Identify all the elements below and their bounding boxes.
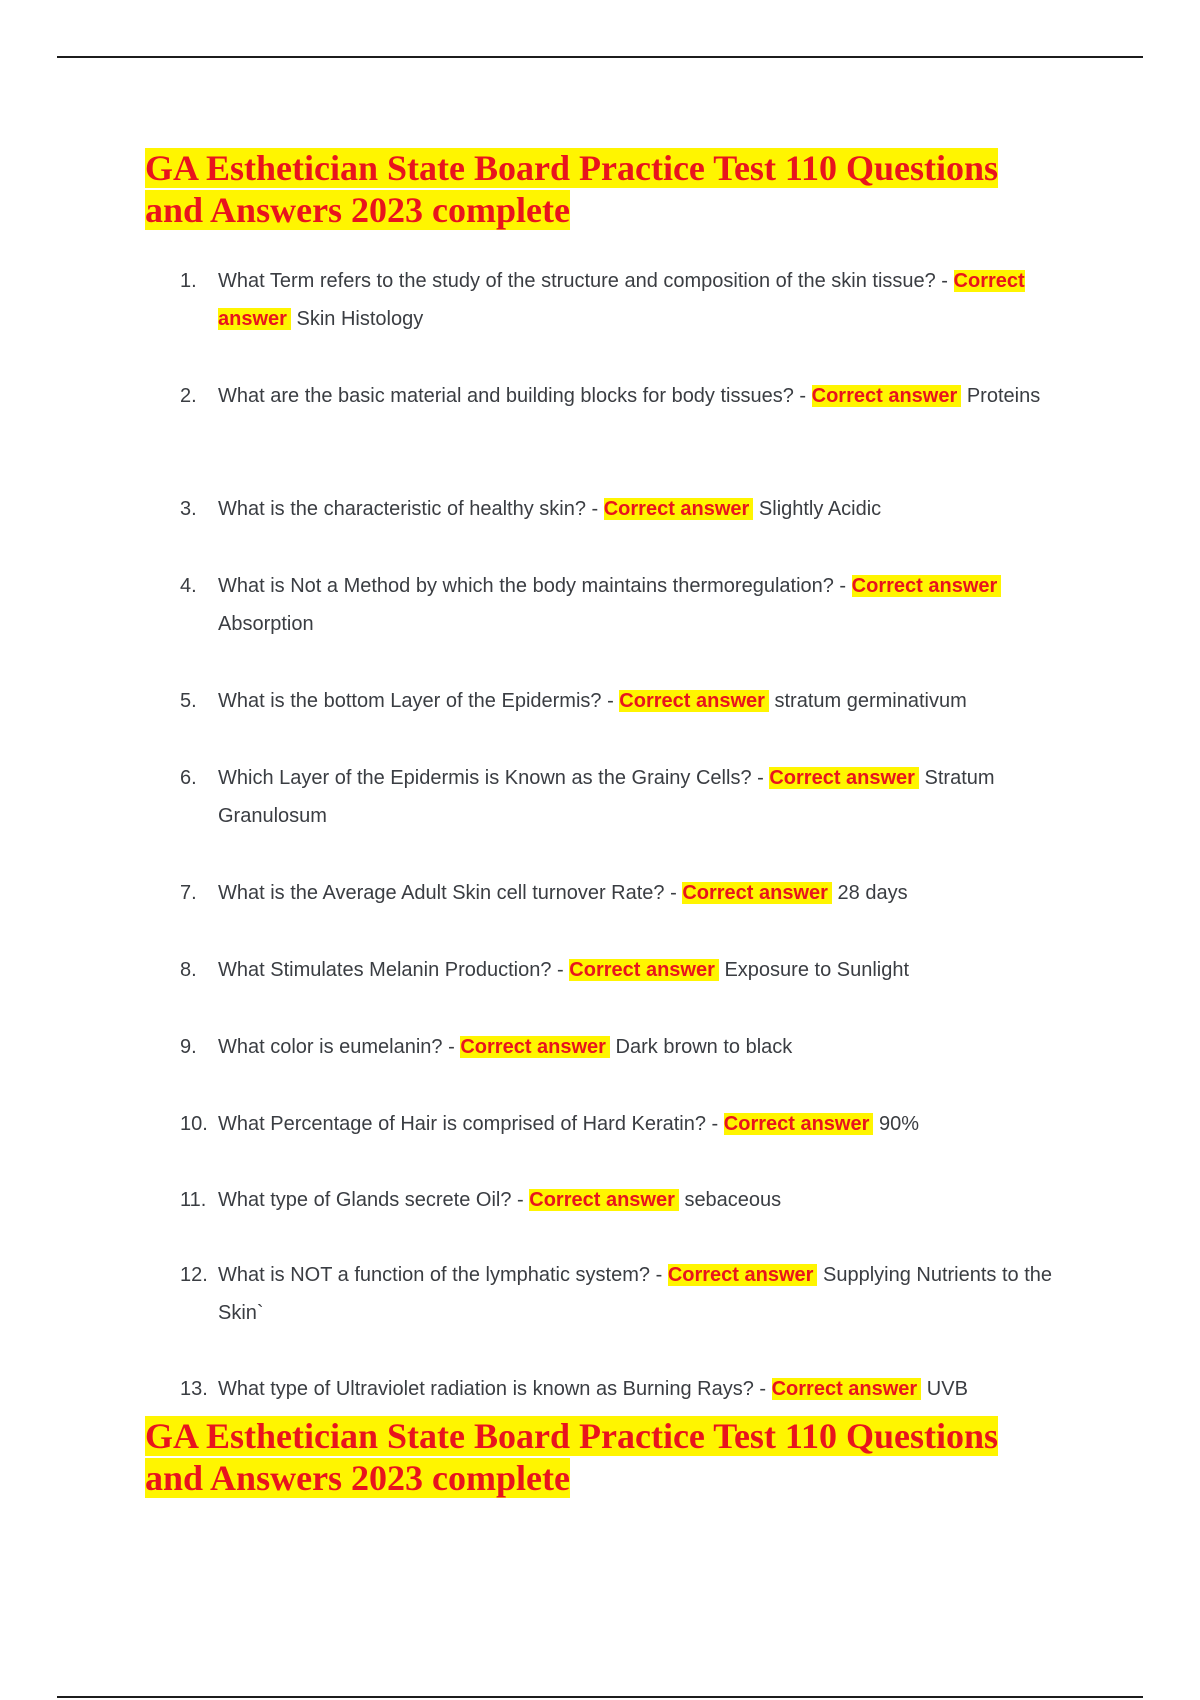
question-number: 1. [180, 270, 197, 292]
question-number: 7. [180, 882, 197, 904]
question-item-5 [180, 682, 1080, 720]
answer-text: Supplying Nutrients to the Skin` [218, 1264, 1053, 1324]
question-item-1 [180, 262, 1080, 338]
question-item-7 [180, 874, 1080, 912]
question-number: 8. [180, 959, 197, 981]
question-text: What is NOT a function of the lymphatic system? - [218, 1264, 663, 1286]
correct-answer-tag: Correct answer [812, 385, 962, 407]
question-item-9 [180, 1028, 1080, 1066]
correct-answer-tag: Correct answer [769, 767, 919, 789]
question-text: What are the basic material and building blocks for body tissues? - [218, 385, 807, 407]
question-text: What is the Average Adult Skin cell turnover Rate? - [218, 882, 677, 904]
correct-answer-tag: Correct answer [619, 690, 769, 712]
document-title [145, 147, 1085, 231]
title-line-2: and Answers 2023 complete [145, 1458, 570, 1498]
question-text: Which Layer of the Epidermis is Known as the Grainy Cells? - [218, 767, 764, 789]
question-item-11 [180, 1181, 1080, 1219]
correct-answer-tag: Correct answer [852, 575, 1002, 597]
answer-text: Absorption [218, 613, 314, 635]
question-number: 3. [180, 498, 197, 520]
correct-answer-tag: Correct answer [682, 882, 832, 904]
question-item-13 [180, 1370, 1080, 1408]
question-text: What type of Ultraviolet radiation is known as Burning Rays? - [218, 1378, 767, 1400]
question-number: 4. [180, 575, 197, 597]
answer-text: Skin Histology [296, 308, 424, 330]
answer-text: UVB [926, 1378, 968, 1400]
correct-answer-tag: Correct answer [218, 270, 1025, 330]
correct-answer-tag: Correct answer [724, 1113, 874, 1135]
question-number: 10. [180, 1113, 208, 1135]
question-text: What is the bottom Layer of the Epidermis? - [218, 690, 614, 712]
question-item-4 [180, 567, 1080, 643]
correct-answer-tag: Correct answer [668, 1264, 818, 1286]
correct-answer-tag: Correct answer [460, 1036, 610, 1058]
question-item-3 [180, 490, 1080, 528]
question-number: 5. [180, 690, 197, 712]
question-text: What Stimulates Melanin Production? - [218, 959, 564, 981]
answer-text: 28 days [837, 882, 908, 904]
answer-text: Exposure to Sunlight [724, 959, 910, 981]
answer-text: 90% [878, 1113, 919, 1135]
title-line-1: GA Esthetician State Board Practice Test 110 Questions [145, 148, 998, 188]
question-text: What Term refers to the study of the structure and composition of the skin tissue? - [218, 270, 948, 292]
question-number: 6. [180, 767, 197, 789]
answer-text: Slightly Acidic [758, 498, 882, 520]
question-item-8 [180, 951, 1080, 989]
bottom-rule [57, 1696, 1143, 1698]
answer-text: Stratum Granulosum [218, 767, 995, 827]
correct-answer-tag: Correct answer [604, 498, 754, 520]
title-line-1: GA Esthetician State Board Practice Test 110 Questions [145, 1416, 998, 1456]
answer-text: sebaceous [684, 1189, 782, 1211]
answer-text: stratum germinativum [774, 690, 967, 712]
correct-answer-tag: Correct answer [529, 1189, 679, 1211]
document-title-repeat [145, 1415, 1085, 1499]
question-item-10 [180, 1105, 1080, 1143]
question-text: What type of Glands secrete Oil? - [218, 1189, 524, 1211]
answer-text: Dark brown to black [615, 1036, 793, 1058]
question-number: 13. [180, 1378, 208, 1400]
answer-text: Proteins [966, 385, 1041, 407]
correct-answer-tag: Correct answer [569, 959, 719, 981]
question-number: 11. [180, 1189, 207, 1211]
question-number: 9. [180, 1036, 197, 1058]
question-item-2 [180, 377, 1080, 415]
question-item-6 [180, 759, 1080, 835]
top-rule [57, 56, 1143, 58]
question-text: What color is eumelanin? - [218, 1036, 455, 1058]
question-text: What is the characteristic of healthy skin? - [218, 498, 599, 520]
question-item-12 [180, 1256, 1080, 1332]
question-text: What Percentage of Hair is comprised of Hard Keratin? - [218, 1113, 719, 1135]
question-number: 12. [180, 1264, 208, 1286]
title-line-2: and Answers 2023 complete [145, 190, 570, 230]
question-number: 2. [180, 385, 197, 407]
question-text: What is Not a Method by which the body maintains thermoregulation? - [218, 575, 847, 597]
correct-answer-tag: Correct answer [772, 1378, 922, 1400]
